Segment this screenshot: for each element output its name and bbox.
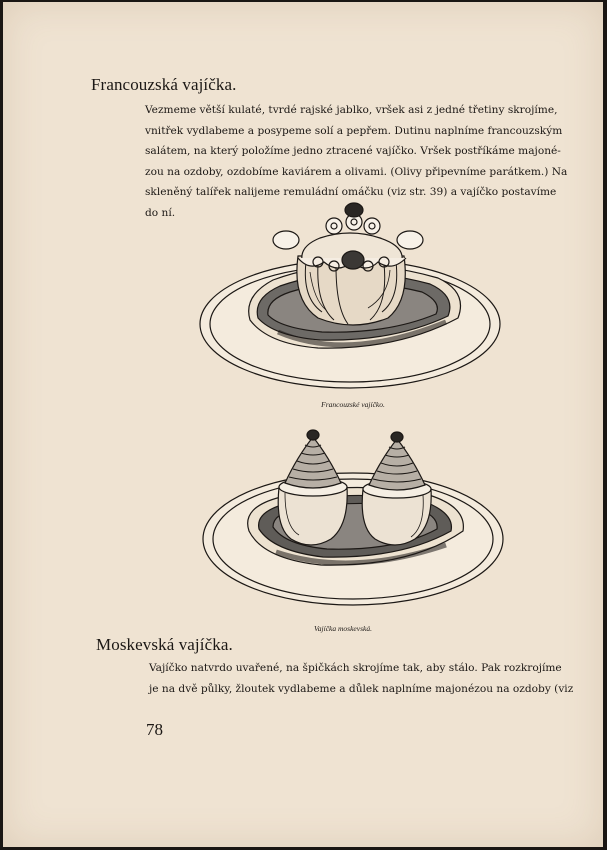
text-line: zou na ozdoby, ozdobíme kaviárem a olivami. (Olivy připevníme parátkem.) Na [145,165,568,178]
text-line: skleněný talířek nalijeme remuládní omáčku (viz str. 39) a vajíčko postavíme [145,186,557,198]
caption-vajicka-moskevska: Vajíčka moskevská. [314,624,372,633]
illustration-vajicka-moskevska [201,427,506,617]
section-heading-francouzska: Francouzská vajíčka. [91,75,237,94]
text-line: Vajíčko natvrdo uvařené, na špičkách skrojíme tak, aby stálo. Pak rozkrojíme [149,662,562,674]
text-line: salátem, na který položíme jedno ztracené vajíčko. Vršek postříkáme majoné- [145,145,561,157]
book-page [3,2,603,847]
text-line: Vezmeme větší kulaté, tvrdé rajské jablko, vršek asi z jedné třetiny skrojíme, [145,104,558,116]
text-line: vnitřek vydlabeme a posypeme solí a pepřem. Dutinu naplníme francouzským [145,124,563,137]
section-heading-moskevska: Moskevská vajíčka. [96,635,233,654]
page-number: 78 [146,720,163,739]
text-line: do ní. [145,206,176,219]
paragraph-moskevska [149,658,574,699]
illustration-francouzske-vajicko [198,200,508,395]
caption-francouzske-vajicko: Francouzské vajíčko. [321,400,385,409]
text-line: je na dvě půlky, žloutek vydlabeme a důlek naplníme majonézou na ozdoby (viz [149,682,574,695]
